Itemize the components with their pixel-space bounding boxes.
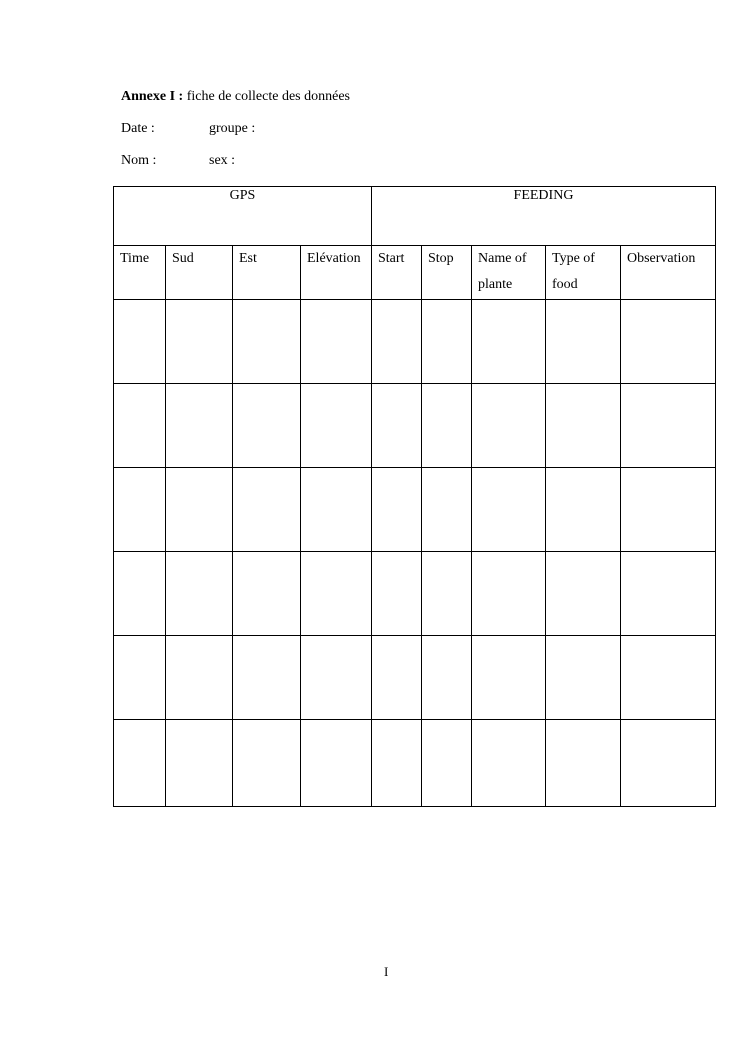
- column-header-row: [114, 246, 716, 300]
- table-cell[interactable]: [546, 552, 621, 636]
- table-cell[interactable]: [114, 384, 166, 468]
- table-cell[interactable]: [301, 300, 372, 384]
- data-collection-table: [113, 186, 716, 807]
- table-cell[interactable]: [166, 636, 233, 720]
- table-row: [114, 552, 716, 636]
- name-sex-line: [121, 153, 236, 169]
- group-label: groupe :: [209, 121, 256, 136]
- table-cell[interactable]: [422, 300, 472, 384]
- page-title: [121, 89, 350, 105]
- table-cell[interactable]: [114, 468, 166, 552]
- table-cell[interactable]: [114, 552, 166, 636]
- column-header-observation: Observation: [621, 246, 716, 300]
- table-cell[interactable]: [301, 384, 372, 468]
- column-header-sud: Sud: [166, 246, 233, 300]
- annex-description: fiche de collecte des données: [183, 89, 350, 104]
- table-cell[interactable]: [546, 384, 621, 468]
- table-cell[interactable]: [233, 384, 301, 468]
- sex-label: sex :: [209, 153, 236, 168]
- table-cell[interactable]: [233, 636, 301, 720]
- table-cell[interactable]: [166, 468, 233, 552]
- column-header-elevation: Elévation: [301, 246, 372, 300]
- table-cell[interactable]: [372, 720, 422, 807]
- table-cell[interactable]: [621, 300, 716, 384]
- table-cell[interactable]: [472, 384, 546, 468]
- table-cell[interactable]: [114, 636, 166, 720]
- table-row: [114, 720, 716, 807]
- gps-group-header: GPS: [114, 187, 372, 246]
- table-cell[interactable]: [546, 468, 621, 552]
- column-header-stop: Stop: [422, 246, 472, 300]
- feeding-group-header: FEEDING: [372, 187, 716, 246]
- column-header-name-of-plante: Name of plante: [472, 246, 546, 300]
- table-cell[interactable]: [621, 552, 716, 636]
- table-cell[interactable]: [472, 720, 546, 807]
- table-cell[interactable]: [233, 468, 301, 552]
- table-cell[interactable]: [301, 552, 372, 636]
- table-row: [114, 384, 716, 468]
- table-row: [114, 300, 716, 384]
- table-cell[interactable]: [546, 300, 621, 384]
- table-cell[interactable]: [301, 468, 372, 552]
- column-header-time: Time: [114, 246, 166, 300]
- table-cell[interactable]: [233, 300, 301, 384]
- table-cell[interactable]: [422, 552, 472, 636]
- table-cell[interactable]: [472, 552, 546, 636]
- table-cell[interactable]: [472, 636, 546, 720]
- table-row: [114, 636, 716, 720]
- date-group-line: [121, 121, 256, 137]
- table-cell[interactable]: [372, 384, 422, 468]
- table-row: [114, 468, 716, 552]
- table-cell[interactable]: [422, 720, 472, 807]
- table-cell[interactable]: [233, 720, 301, 807]
- table-cell[interactable]: [301, 636, 372, 720]
- name-label: Nom :: [121, 153, 157, 168]
- date-label: Date :: [121, 121, 155, 136]
- table-cell[interactable]: [621, 384, 716, 468]
- table-cell[interactable]: [233, 552, 301, 636]
- table-cell[interactable]: [166, 552, 233, 636]
- table-cell[interactable]: [546, 636, 621, 720]
- table-cell[interactable]: [114, 720, 166, 807]
- table-cell[interactable]: [422, 468, 472, 552]
- table-cell[interactable]: [472, 300, 546, 384]
- table-cell[interactable]: [166, 720, 233, 807]
- table-cell[interactable]: [166, 300, 233, 384]
- table-cell[interactable]: [422, 384, 472, 468]
- table-cell[interactable]: [422, 636, 472, 720]
- table-cell[interactable]: [114, 300, 166, 384]
- table-cell[interactable]: [372, 552, 422, 636]
- table-cell[interactable]: [166, 384, 233, 468]
- table-cell[interactable]: [372, 468, 422, 552]
- table-cell[interactable]: [472, 468, 546, 552]
- column-header-type-of-food: Type of food: [546, 246, 621, 300]
- annex-label: Annexe I :: [121, 89, 184, 104]
- column-header-start: Start: [372, 246, 422, 300]
- table-cell[interactable]: [621, 468, 716, 552]
- column-header-est: Est: [233, 246, 301, 300]
- table-cell[interactable]: [301, 720, 372, 807]
- table-cell[interactable]: [546, 720, 621, 807]
- table-cell[interactable]: [372, 300, 422, 384]
- table-cell[interactable]: [621, 720, 716, 807]
- page-number: I: [384, 964, 389, 979]
- table-cell[interactable]: [372, 636, 422, 720]
- group-header-row: [114, 187, 716, 246]
- table-cell[interactable]: [621, 636, 716, 720]
